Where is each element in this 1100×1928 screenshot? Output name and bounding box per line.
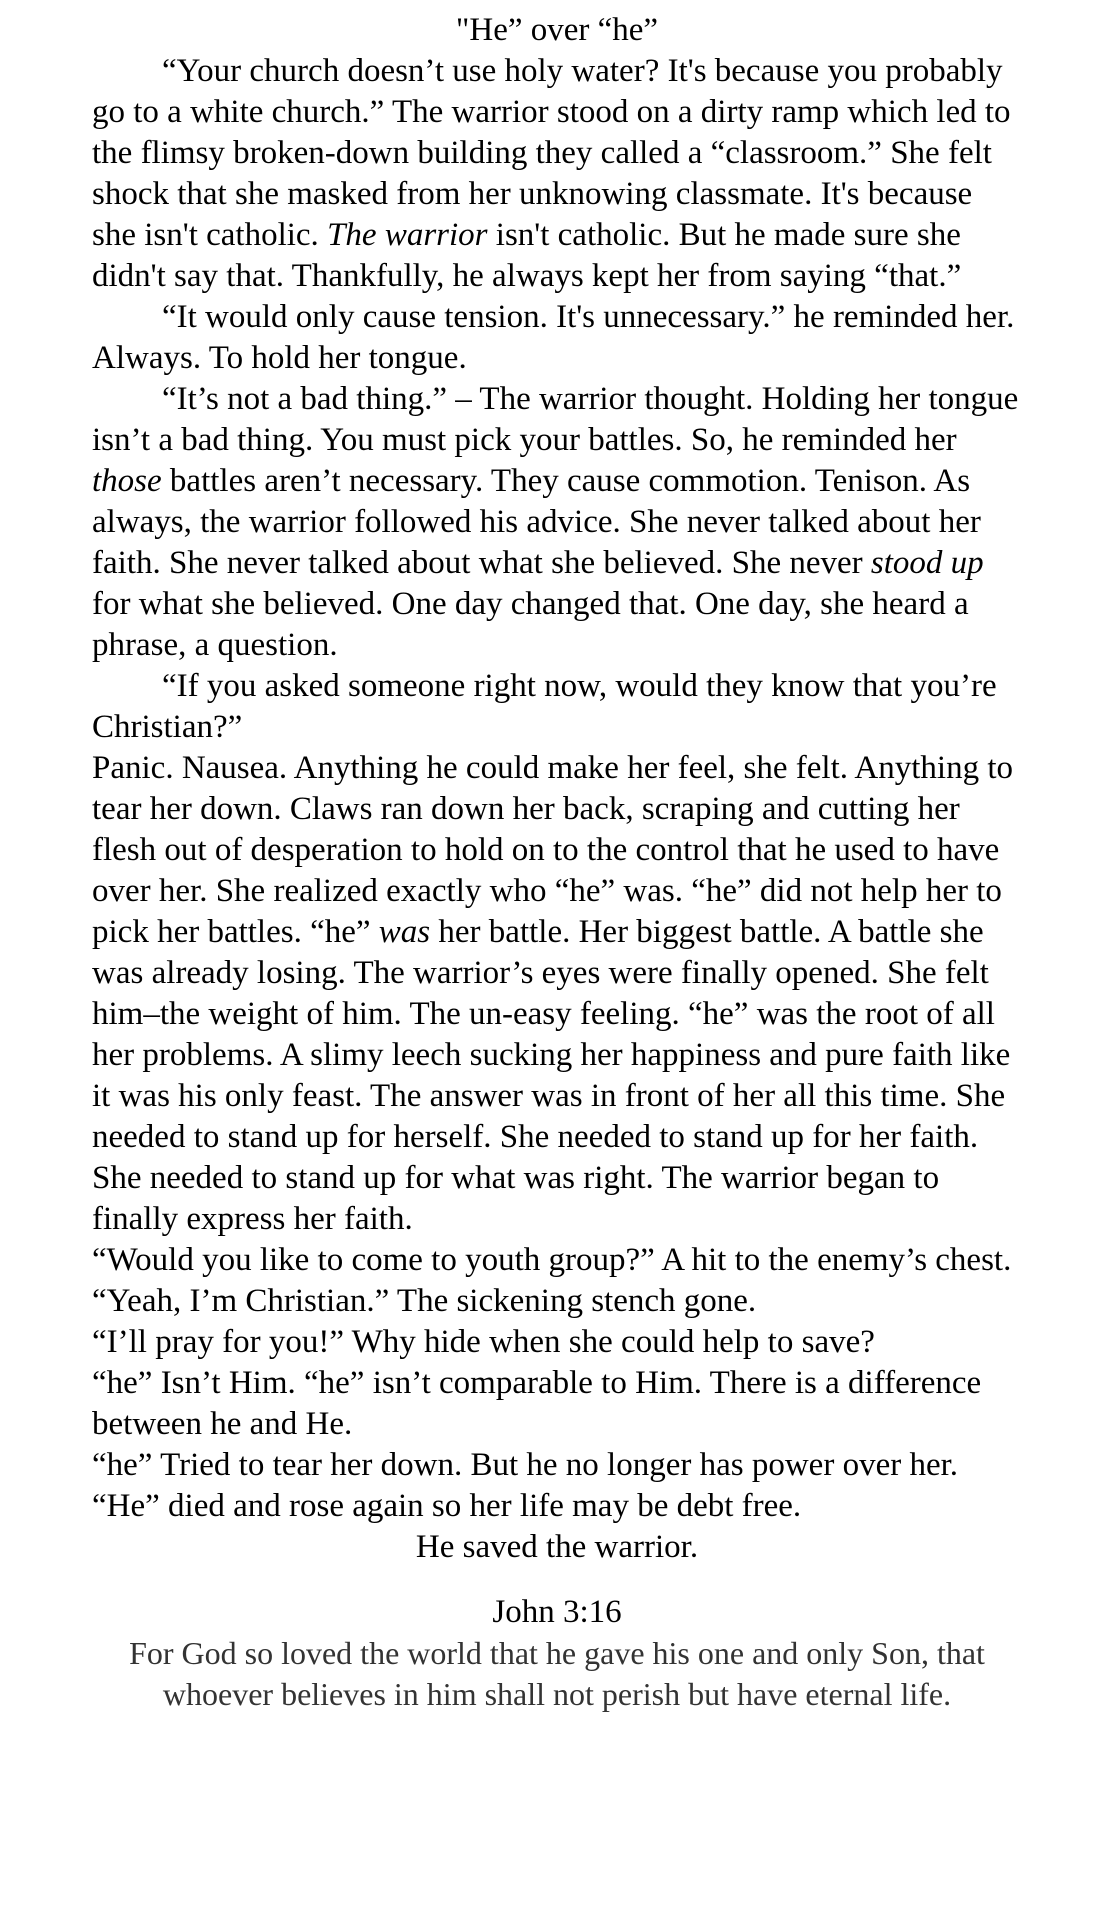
verse-text: For God so loved the world that he gave his one and only Son, that whoever believes in him shall not perish but have eternal life. bbox=[129, 1635, 985, 1712]
story-paragraph bbox=[92, 1322, 1022, 1363]
paragraph-text: “Would you like to come to youth group?” A hit to the enemy’s chest. bbox=[92, 1242, 1012, 1278]
paragraph-text: battles aren’t necessary. They cause commotion. Tenison. As always, the warrior followed his advice. She never talked about her faith. She never talked about what she believed. She never bbox=[92, 463, 981, 581]
paragraph-text: “he” Tried to tear her down. But he no longer has power over her. bbox=[92, 1447, 959, 1483]
story-paragraph bbox=[92, 1240, 1022, 1281]
story-paragraph bbox=[92, 297, 1022, 338]
closing-line: He saved the warrior. bbox=[415, 1529, 699, 1565]
story-paragraph bbox=[92, 748, 1022, 1240]
document-page bbox=[92, 10, 1022, 1715]
story-paragraph bbox=[92, 1486, 1022, 1527]
paragraph-text: “He” died and rose again so her life may be debt free. bbox=[92, 1488, 802, 1524]
story-paragraph bbox=[92, 666, 1022, 748]
story-paragraph bbox=[92, 1281, 1022, 1322]
paragraph-text: “If you asked someone right now, would they know that you’re Christian?” bbox=[92, 668, 997, 745]
document-title: "He” over “he” bbox=[455, 12, 659, 48]
story-paragraph bbox=[92, 379, 1022, 666]
paragraph-text: “It’s not a bad thing.” – The warrior thought. Holding her tongue isn’t a bad thing. You must pick your battles. So, he reminded her bbox=[92, 381, 1019, 458]
story-paragraph bbox=[92, 1445, 1022, 1486]
paragraph-text: for what she believed. One day changed that. One day, she heard a phrase, a question. bbox=[92, 586, 969, 663]
paragraph-text: “Your church doesn’t use holy water? It's because you probably go to a white church.” The warrior stood on a dirty ramp which led to the flimsy broken-down building they called a “classroom.” She felt shock that she masked from her unknowing classmate. It's because she isn't catholic. bbox=[92, 53, 1011, 253]
paragraph-text: “I’ll pray for you!” Why hide when she could help to save? bbox=[92, 1324, 875, 1360]
paragraph-text: “Yeah, I’m Christian.” The sickening stench gone. bbox=[92, 1283, 757, 1319]
story-paragraph bbox=[92, 1363, 1022, 1445]
paragraph-text: her battle. Her biggest battle. A battle she was already losing. The warrior’s eyes were finally opened. She felt him–the weight of him. The un-easy feeling. “he” was the root of all her problems. A slimy leech sucking her happiness and pure faith like it was his only feast. The answer was in front of her all this time. She needed to stand up for herself. She needed to stand up for her faith. She needed to stand up for what was right. The warrior began to finally express her faith. bbox=[92, 914, 1011, 1237]
paragraph-text: Always. To hold her tongue. bbox=[92, 340, 467, 376]
paragraph-text: isn't catholic. But he made sure she didn't say that. Thankfully, he always kept her from saying “that.” bbox=[92, 217, 962, 294]
emphasized-text: stood up bbox=[870, 545, 984, 581]
emphasized-text: The warrior bbox=[327, 217, 488, 253]
emphasized-text: was bbox=[378, 914, 431, 950]
paragraph-text: “It would only cause tension. It's unnecessary.” he reminded her. bbox=[162, 299, 1015, 335]
story-body bbox=[92, 51, 1022, 1527]
story-paragraph bbox=[92, 51, 1022, 297]
emphasized-text: those bbox=[92, 463, 162, 499]
story-paragraph bbox=[92, 338, 1022, 379]
paragraph-text: “he” Isn’t Him. “he” isn’t comparable to Him. There is a difference between he and He. bbox=[92, 1365, 982, 1442]
verse-reference: John 3:16 bbox=[492, 1594, 622, 1630]
paragraph-text: Panic. Nausea. Anything he could make her feel, she felt. Anything to tear her down. Claws ran down her back, scraping and cutting her flesh out of desperation to hold on to the control that he used to have over her. She realized exactly who “he” was. “he” did not help her to pick her battles. “he” bbox=[92, 750, 1014, 950]
